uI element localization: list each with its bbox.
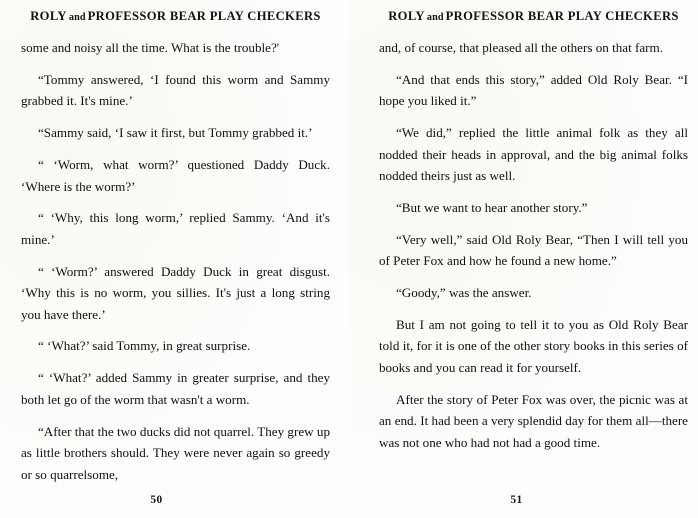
page-number-right: 51 [510,494,523,506]
paragraph: “We did,” replied the little animal folk as they all nodded their heads in approval, and the big animal folks nodded theirs just as well. [379,125,688,184]
paragraph: “ ‘Worm?’ answered Daddy Duck in great disgust. ‘Why this is no worm, you sillies. It's just a long string you have there.’ [21,263,330,322]
paragraph: “ ‘Worm, what worm?’ questioned Daddy Duck. ‘Where is the worm?’ [21,157,330,194]
paragraph: and, of course, that pleased all the others on that farm. [379,40,663,55]
page-right [349,0,698,518]
paragraph: “And that ends this story,” added Old Roly Bear. “I hope you liked it.” [379,71,688,109]
paragraph: “Goody,” was the answer. [396,285,532,301]
paragraph: “Sammy said, ‘I saw it first, but Tommy grabbed it.’ [38,125,313,141]
running-head-right-main: ROLY [388,9,425,23]
running-head-right-rest: PROFESSOR BEAR PLAY CHECKERS [445,9,679,23]
paragraph: “ ‘What?’ said Tommy, in great surprise. [38,338,251,354]
running-head-left-main: ROLY [30,9,67,23]
paragraph: “But we want to hear another story.” [396,199,588,215]
paragraph: some and noisy all the time. What is the trouble?' [21,40,280,55]
paragraph: “Very well,” said Old Roly Bear, “Then I will tell you of Peter Fox and how he found a new home.” [379,231,688,269]
running-head-left-rest: PROFESSOR BEAR PLAY CHECKERS [87,9,321,23]
paragraph: After the story of Peter Fox was over, the picnic was at an end. It had been a very splendid day for them all—there was not one who had not had a good time. [379,391,688,450]
paragraph: “After that the two ducks did not quarrel. They grew up as little brothers should. They were never again so greedy or so quarrelsome, [21,423,330,482]
paragraph: But I am not going to tell it to you as Old Roly Bear told it, for it is one of the other story books in this series of books and you can read it for yourself. [379,317,688,375]
page-number-left: 50 [150,494,163,506]
paragraph: “Tommy answered, ‘I found this worm and Sammy grabbed it. It's mine.’ [21,71,330,109]
running-head-right [379,8,688,26]
paragraph: “ ‘Why, this long worm,’ replied Sammy. ‘And it's mine.’ [21,210,330,247]
running-head-right-conjunction: and [426,12,444,23]
body-text-left [21,37,330,485]
body-text-right [379,37,688,453]
paragraph: “ ‘What?’ added Sammy in greater surprise, and they both let go of the worm that wasn't a worm. [21,370,330,407]
running-head-left [21,8,330,26]
running-head-left-conjunction: and [68,12,86,23]
